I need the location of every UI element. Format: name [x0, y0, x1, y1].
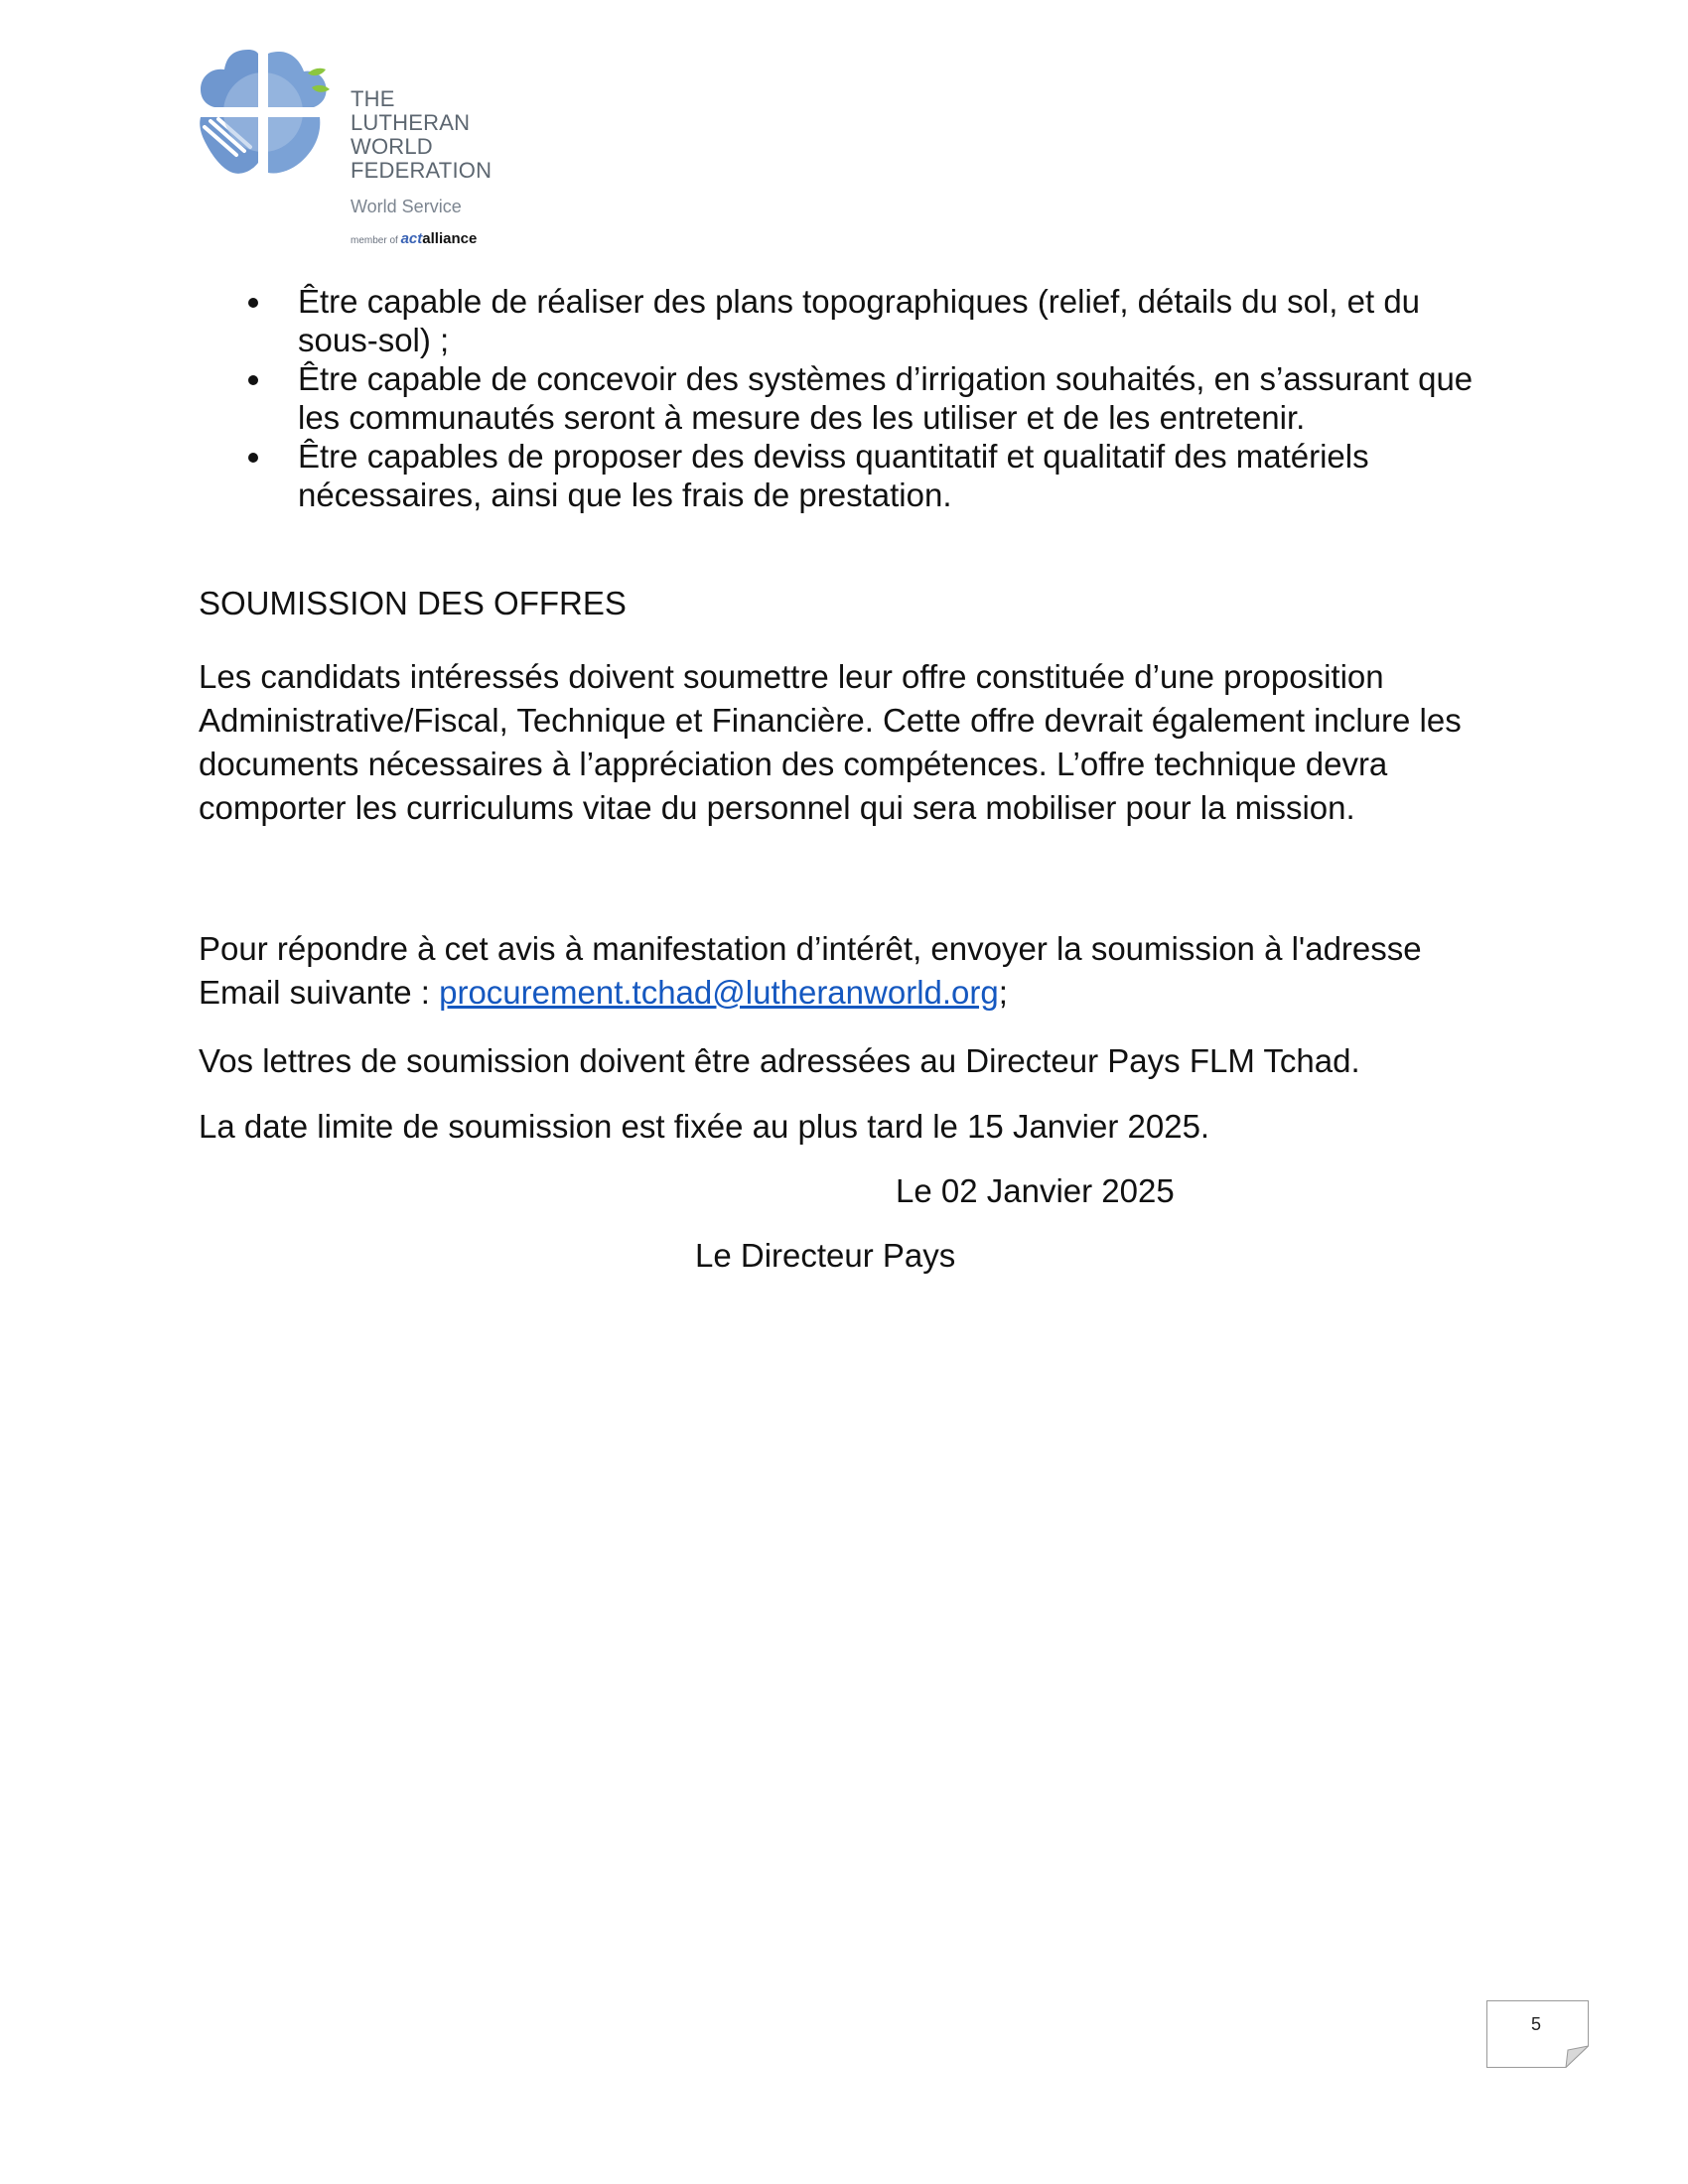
letter-date: Le 02 Janvier 2025 [896, 1172, 1175, 1209]
list-item [199, 282, 1509, 359]
member-of-label: member of [351, 235, 398, 246]
paragraph-line: Pour répondre à cet avis à manifestation d’intérêt, envoyer la soumission à l'adresse [199, 930, 1422, 967]
alliance-label: alliance [422, 230, 478, 247]
letters-line: Vos lettres de soumission doivent être adressées au Directeur Pays FLM Tchad. [199, 1042, 1360, 1079]
bullet-icon [248, 375, 258, 385]
page-number-box [1486, 2000, 1589, 2068]
logo-line: WORLD [351, 134, 433, 159]
deadline-line: La date limite de soumission est fixée au plus tard le 15 Janvier 2025. [199, 1108, 1210, 1145]
list-item-line: Être capables de proposer des deviss quantitatif et qualitatif des matériels [298, 438, 1369, 475]
paragraph-line: Les candidats intéressés doivent soumettre leur offre constituée d’une proposition [199, 658, 1384, 695]
bullet-icon [248, 298, 258, 308]
list-item-line: les communautés seront à mesure des les utiliser et de les entretenir. [298, 399, 1306, 436]
list-item-line: sous-sol) ; [298, 322, 450, 358]
list-item-line: Être capable de concevoir des systèmes d’irrigation souhaités, en s’assurant que [298, 360, 1474, 397]
requirements-list [199, 282, 1509, 514]
logo-line: THE [351, 86, 395, 111]
list-item-line: Être capable de réaliser des plans topographiques (relief, détails du sol, et du [298, 283, 1421, 320]
page-number: 5 [1530, 2014, 1541, 2034]
signatory: Le Directeur Pays [695, 1237, 956, 1274]
paragraph-line: documents nécessaires à l’appréciation des compétences. L’offre technique devra [199, 746, 1388, 782]
submission-paragraph [199, 655, 1509, 830]
list-item [199, 437, 1509, 514]
respond-paragraph [199, 927, 1509, 1015]
list-item-line: nécessaires, ainsi que les frais de prestation. [298, 477, 952, 513]
lutheran-world-federation-emblem-icon [197, 46, 332, 181]
paragraph-line: Administrative/Fiscal, Technique et Financière. Cette offre devrait également inclure les [199, 702, 1462, 739]
bullet-icon [248, 453, 258, 463]
paragraph-line [199, 971, 1509, 1015]
logo-service-label: World Service [351, 197, 462, 216]
logo-wordmark [351, 87, 492, 183]
document-body [199, 282, 1509, 1275]
act-alliance-badge [351, 230, 477, 247]
email-prefix: Email suivante : [199, 974, 440, 1011]
email-suffix: ; [998, 974, 1008, 1011]
organization-logo [197, 46, 514, 254]
section-heading: SOUMISSION DES OFFRES [199, 585, 627, 621]
paragraph-line: comporter les curriculums vitae du personnel qui sera mobiliser pour la mission. [199, 789, 1355, 826]
email-link[interactable]: procurement.tchad@lutheranworld.org [439, 974, 999, 1011]
list-item [199, 359, 1509, 437]
logo-line: FEDERATION [351, 158, 492, 183]
logo-line: LUTHERAN [351, 110, 471, 135]
act-label: act [400, 230, 423, 247]
